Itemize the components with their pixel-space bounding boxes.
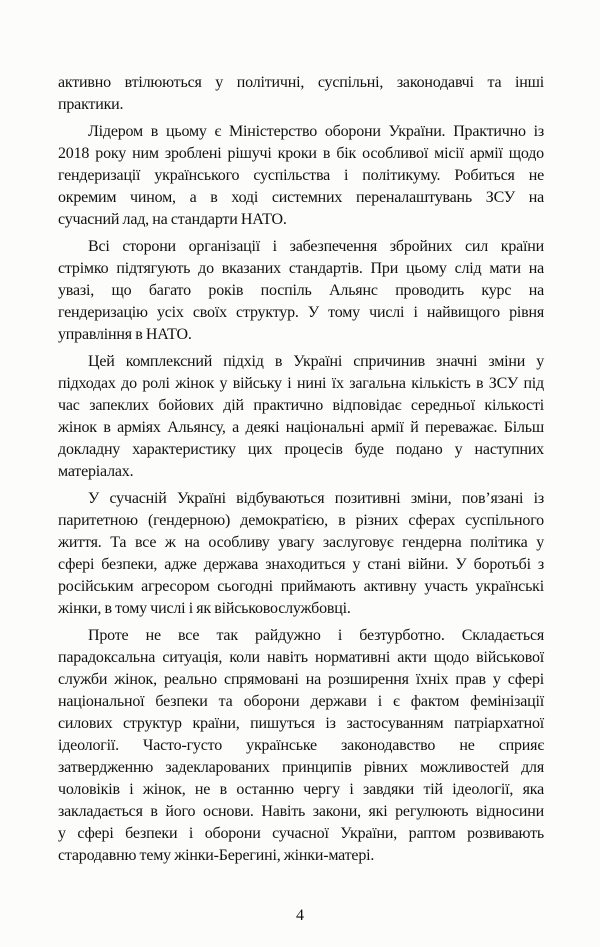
text-line: сфері безпеки, адже держава знаходиться у стані війни. У боротьбі з xyxy=(58,556,544,573)
text-line: ідеології. Часто-густо українське законодавство не сприяє xyxy=(58,737,544,754)
text-line: Проте не все так райдужно і безтурботно. Складається xyxy=(88,627,544,644)
text-line: докладну характеристику цих процесів буде подано у наступних xyxy=(58,441,544,458)
text-line: 2018 року ним зроблені рішучі кроки в бік особливої місії армії щодо xyxy=(58,145,544,162)
text-line: сучасний лад, на стандарти НАТО. xyxy=(58,211,287,228)
text-line: управління в НАТО. xyxy=(58,326,192,343)
text-line: життя. Та все ж на особливу увагу заслуговує гендерна політика у xyxy=(58,534,544,551)
text-line: служби жінок, реально спрямовані на розширення їхніх прав у сфері xyxy=(58,671,544,688)
text-line: чоловіків і жінок, не в останню чергу і завдяки тій ідеології, яка xyxy=(58,781,544,798)
text-line: у сфері безпеки і оборони сучасної України, раптом розвивають xyxy=(58,825,544,842)
text-line: закладається в його основи. Навіть закони, які регулюють відносини xyxy=(58,803,544,820)
text-line: стародавню тему жінки-Берегині, жінки-матері. xyxy=(58,847,375,864)
text-line: силових структур країни, пишуться із застосуванням патріархатної xyxy=(58,715,544,732)
paragraph xyxy=(58,121,544,231)
text-line: російським агресором сьогодні приймають активну участь українські xyxy=(58,578,544,595)
text-line: гендеризації українського суспільства і політикуму. Робиться не xyxy=(58,167,544,184)
text-line: національної безпеки та оборони держави і є фактом фемінізації xyxy=(58,693,544,710)
paragraph xyxy=(58,625,544,867)
text-line: час запеклих бойових дій практично відповідає середньої кількості xyxy=(58,397,544,414)
text-line: гендеризацію усіх своїх структур. У тому числі і найвищого рівня xyxy=(58,304,544,321)
text-line: увазі, що багато років поспіль Альянс проводить курс на xyxy=(58,282,544,299)
text-line: Всі сторони організації і забезпечення збройних сил країни xyxy=(88,238,544,255)
text-line: жінки, в тому числі і як військовослужбовці. xyxy=(58,600,351,617)
text-line: Цей комплексний підхід в Україні спричинив значні зміни у xyxy=(88,353,544,370)
text-line: підходах до ролі жінок у війську і нині їх загальна кількість в ЗСУ під xyxy=(58,375,544,392)
text-line: матеріалах. xyxy=(58,463,134,480)
text-line: стрімко підтягують до вказаних стандартів. При цьому слід мати на xyxy=(58,260,544,277)
text-line: парадоксальна ситуація, коли навіть нормативні акти щодо військової xyxy=(58,649,544,666)
text-line: окремим чином, а в ході системних переналаштувань ЗСУ на xyxy=(58,189,544,206)
text-line: практики. xyxy=(58,96,124,113)
paragraph xyxy=(58,72,544,116)
paragraph xyxy=(58,351,544,483)
text-line: У сучасній Україні відбуваються позитивні зміни, пов’язані із xyxy=(88,490,544,507)
document-body xyxy=(58,0,544,867)
page-number: 4 xyxy=(296,907,304,924)
paragraph xyxy=(58,488,544,620)
text-line: Лідером в цьому є Міністерство оборони України. Практично із xyxy=(88,123,544,140)
paragraph xyxy=(58,236,544,346)
text-line: затвердженню задекларованих принципів рівних можливостей для xyxy=(58,759,544,776)
text-line: жінок в арміях Альянсу, а деякі національні армії й переважає. Більш xyxy=(58,419,544,436)
text-line: паритетною (гендерною) демократією, в різних сферах суспільного xyxy=(58,512,544,529)
text-line: активно втілюються у політичні, суспільні, законодавчі та інші xyxy=(58,74,544,91)
